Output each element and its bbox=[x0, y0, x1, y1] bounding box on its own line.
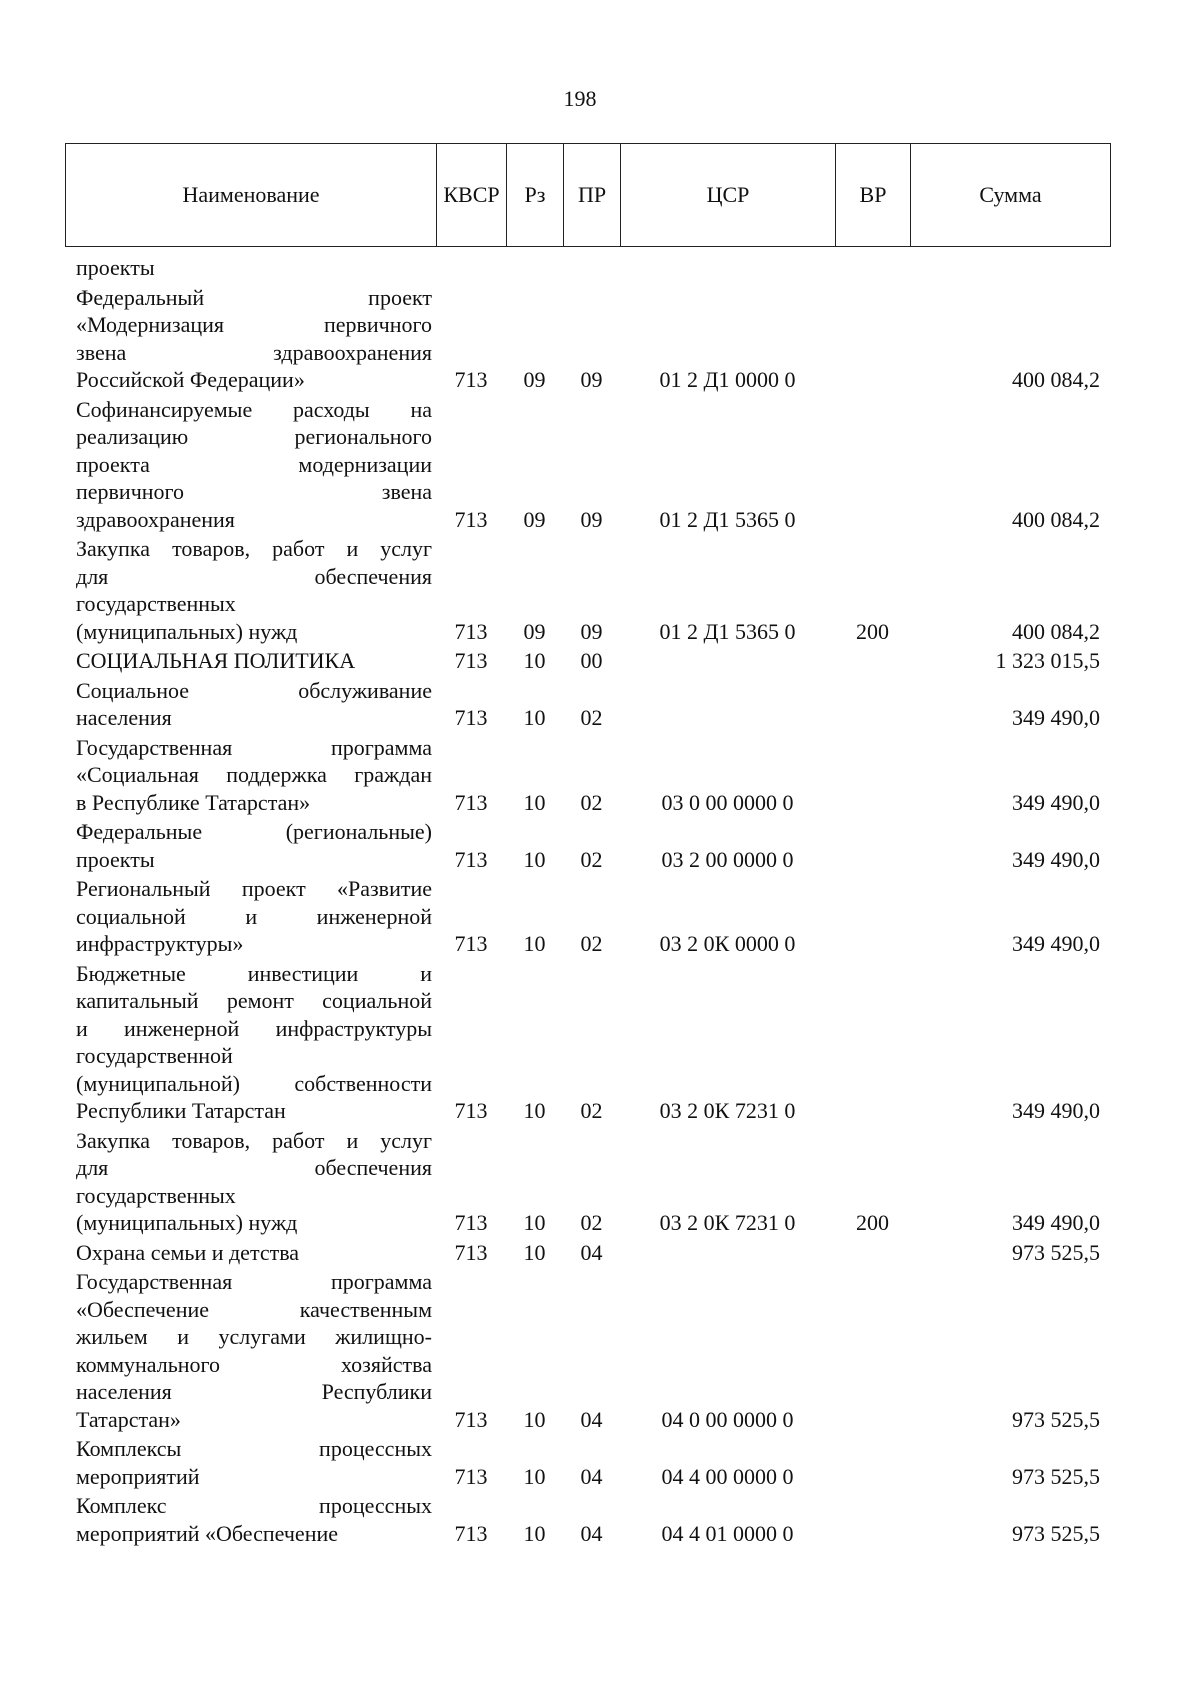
row-pr bbox=[563, 252, 620, 282]
row-name bbox=[65, 282, 436, 394]
row-name-line: Комплексы процессных bbox=[76, 1436, 432, 1461]
row-csr: 04 4 00 0000 0 bbox=[661, 1463, 794, 1489]
row-csr bbox=[620, 252, 835, 282]
row-kvsr: 713 bbox=[454, 789, 488, 815]
row-name bbox=[65, 1125, 436, 1237]
row-name bbox=[65, 675, 436, 732]
row-csr: 03 2 0К 7231 0 bbox=[659, 1098, 796, 1123]
table-row bbox=[65, 1433, 1110, 1490]
table-row bbox=[65, 732, 1110, 817]
row-sum: 1 323 015,5 bbox=[995, 648, 1100, 673]
row-name-line: для обеспечения bbox=[76, 1155, 432, 1180]
budget-table-body bbox=[65, 252, 1110, 1547]
row-pr: 02 bbox=[580, 931, 603, 956]
row-name-line: проекта модернизации bbox=[76, 451, 432, 477]
row-name-line: социальной и инженерной bbox=[76, 903, 432, 929]
row-kvsr: 713 bbox=[454, 705, 488, 730]
row-pr: 04 bbox=[580, 1463, 603, 1489]
row-vr bbox=[835, 873, 910, 958]
row-pr: 02 bbox=[580, 1210, 603, 1235]
row-name-line: населения bbox=[76, 705, 172, 730]
table-header bbox=[65, 143, 1111, 247]
row-name-line: Республики Татарстан bbox=[76, 1098, 286, 1123]
row-rz: 10 bbox=[523, 1463, 546, 1489]
row-vr bbox=[835, 645, 910, 675]
row-sum: 973 525,5 bbox=[1012, 1239, 1100, 1265]
row-kvsr: 713 bbox=[454, 618, 488, 644]
row-sum: 349 490,0 bbox=[1012, 1210, 1100, 1235]
row-csr bbox=[620, 645, 835, 675]
row-name-line: Федеральные (региональные) bbox=[76, 819, 432, 844]
row-pr: 02 bbox=[580, 789, 603, 815]
row-name-line: (муниципальных) нужд bbox=[76, 618, 298, 644]
row-name bbox=[65, 958, 436, 1125]
row-rz: 10 bbox=[523, 705, 546, 730]
row-name-line: коммунального хозяйства bbox=[76, 1351, 432, 1377]
row-pr: 09 bbox=[580, 618, 603, 644]
column-header-csr: ЦСР bbox=[621, 144, 836, 247]
row-pr: 09 bbox=[580, 506, 603, 532]
row-name bbox=[65, 1433, 436, 1490]
row-pr: 00 bbox=[580, 648, 603, 673]
row-rz: 10 bbox=[523, 1406, 546, 1432]
table-row bbox=[65, 675, 1110, 732]
row-kvsr: 713 bbox=[454, 1239, 488, 1265]
row-sum: 349 490,0 bbox=[1012, 1098, 1100, 1123]
row-csr: 04 4 01 0000 0 bbox=[661, 1520, 794, 1546]
page-number: 198 bbox=[563, 86, 597, 111]
table-row bbox=[65, 873, 1110, 958]
row-name bbox=[65, 1490, 436, 1547]
row-rz: 09 bbox=[523, 618, 546, 644]
row-vr bbox=[835, 282, 910, 394]
row-vr bbox=[835, 1237, 910, 1267]
row-kvsr: 713 bbox=[454, 367, 488, 392]
row-csr: 01 2 Д1 5365 0 bbox=[659, 618, 796, 644]
row-kvsr bbox=[436, 252, 506, 282]
row-name-line: и инженерной инфраструктуры bbox=[76, 1015, 432, 1041]
row-pr: 02 bbox=[580, 846, 603, 872]
row-vr bbox=[835, 958, 910, 1125]
row-rz: 10 bbox=[523, 789, 546, 815]
row-name-line: (муниципальных) нужд bbox=[76, 1210, 298, 1235]
row-kvsr: 713 bbox=[454, 648, 488, 673]
row-name-line: проекты bbox=[76, 846, 155, 872]
table-row bbox=[65, 1125, 1110, 1237]
row-name-line: государственных bbox=[76, 1182, 236, 1208]
row-name-line: звена здравоохранения bbox=[76, 339, 432, 365]
row-name-line: реализацию регионального bbox=[76, 424, 432, 449]
row-name-line: капитальный ремонт социальной bbox=[76, 988, 432, 1013]
row-name-line: Российской Федерации» bbox=[76, 367, 305, 392]
row-name bbox=[65, 1266, 436, 1433]
row-csr: 01 2 Д1 5365 0 bbox=[659, 506, 796, 532]
row-pr: 04 bbox=[580, 1520, 603, 1546]
row-vr bbox=[835, 1490, 910, 1547]
row-name-line: Бюджетные инвестиции и bbox=[76, 960, 432, 986]
row-sum: 349 490,0 bbox=[1012, 846, 1100, 872]
table-row bbox=[65, 645, 1110, 675]
row-name bbox=[65, 732, 436, 817]
row-sum: 400 084,2 bbox=[1012, 367, 1100, 392]
row-name bbox=[65, 873, 436, 958]
row-sum: 400 084,2 bbox=[1012, 618, 1100, 644]
row-name-line: Закупка товаров, работ и услуг bbox=[76, 1127, 432, 1153]
row-name-line: «Социальная поддержка граждан bbox=[76, 762, 432, 787]
column-header-kvsr: КВСР bbox=[437, 144, 507, 247]
row-vr bbox=[835, 252, 910, 282]
row-name-line: Комплекс процессных bbox=[76, 1493, 432, 1518]
row-kvsr: 713 bbox=[454, 1520, 488, 1546]
row-rz: 10 bbox=[523, 648, 546, 673]
row-name bbox=[65, 645, 436, 675]
row-vr bbox=[835, 675, 910, 732]
row-pr: 02 bbox=[580, 1098, 603, 1123]
row-name-line: мероприятий bbox=[76, 1463, 200, 1489]
row-name-line: в Республике Татарстан» bbox=[76, 789, 311, 815]
row-csr bbox=[620, 675, 835, 732]
row-kvsr: 713 bbox=[454, 1463, 488, 1489]
row-rz: 09 bbox=[523, 506, 546, 532]
table-row bbox=[65, 282, 1110, 394]
row-kvsr: 713 bbox=[454, 1210, 488, 1235]
row-pr: 04 bbox=[580, 1239, 603, 1265]
row-pr: 09 bbox=[580, 367, 603, 392]
row-name-line: Закупка товаров, работ и услуг bbox=[76, 536, 432, 561]
row-csr: 04 0 00 0000 0 bbox=[661, 1406, 794, 1432]
row-name-line: Охрана семьи и детства bbox=[76, 1239, 300, 1265]
row-kvsr: 713 bbox=[454, 506, 488, 532]
row-sum: 349 490,0 bbox=[1012, 789, 1100, 815]
row-name-line: проекты bbox=[76, 255, 155, 280]
table-row bbox=[65, 1266, 1110, 1433]
budget-table bbox=[65, 252, 1110, 1547]
row-pr: 02 bbox=[580, 705, 603, 730]
row-name bbox=[65, 252, 436, 282]
column-header-sum: Сумма bbox=[911, 144, 1111, 247]
row-vr bbox=[835, 816, 910, 873]
row-csr: 01 2 Д1 0000 0 bbox=[659, 367, 796, 392]
row-sum: 973 525,5 bbox=[1012, 1406, 1100, 1432]
column-header-vr: ВР bbox=[836, 144, 911, 247]
row-csr bbox=[620, 1237, 835, 1267]
row-rz bbox=[506, 252, 563, 282]
row-vr: 200 bbox=[856, 1210, 889, 1235]
row-rz: 10 bbox=[523, 1520, 546, 1546]
row-name bbox=[65, 816, 436, 873]
row-rz: 10 bbox=[523, 1239, 546, 1265]
row-name-line: «Модернизация первичного bbox=[76, 312, 432, 337]
row-name-line: СОЦИАЛЬНАЯ ПОЛИТИКА bbox=[76, 648, 356, 673]
table-row bbox=[65, 252, 1110, 282]
row-name-line: инфраструктуры» bbox=[76, 931, 244, 956]
row-vr bbox=[835, 1266, 910, 1433]
row-name-line: государственных bbox=[76, 591, 236, 616]
row-name-line: Татарстан» bbox=[76, 1406, 181, 1432]
row-vr bbox=[835, 394, 910, 534]
row-name-line: Региональный проект «Развитие bbox=[76, 876, 432, 901]
row-rz: 10 bbox=[523, 846, 546, 872]
row-name-line: для обеспечения bbox=[76, 563, 432, 589]
row-name-line: «Обеспечение качественным bbox=[76, 1296, 432, 1322]
row-sum: 973 525,5 bbox=[1012, 1463, 1100, 1489]
column-header-pr: ПР bbox=[564, 144, 621, 247]
row-sum bbox=[910, 252, 1110, 282]
row-name bbox=[65, 394, 436, 534]
row-rz: 10 bbox=[523, 1210, 546, 1235]
row-rz: 10 bbox=[523, 931, 546, 956]
row-name-line: Софинансируемые расходы на bbox=[76, 396, 432, 422]
table-row bbox=[65, 533, 1110, 645]
row-name-line: Государственная программа bbox=[76, 734, 432, 760]
row-name bbox=[65, 533, 436, 645]
row-rz: 10 bbox=[523, 1098, 546, 1123]
row-csr: 03 0 00 0000 0 bbox=[661, 789, 794, 815]
row-name-line: населения Республики bbox=[76, 1379, 432, 1404]
row-kvsr: 713 bbox=[454, 1406, 488, 1432]
row-csr: 03 2 00 0000 0 bbox=[661, 846, 794, 872]
row-kvsr: 713 bbox=[454, 1098, 488, 1123]
row-sum: 349 490,0 bbox=[1012, 931, 1100, 956]
row-sum: 973 525,5 bbox=[1012, 1520, 1100, 1546]
row-csr: 03 2 0К 0000 0 bbox=[659, 931, 796, 956]
column-header-rz: Рз bbox=[507, 144, 564, 247]
table-row bbox=[65, 1490, 1110, 1547]
row-name-line: жильем и услугами жилищно- bbox=[76, 1324, 432, 1349]
row-name bbox=[65, 1237, 436, 1267]
row-name-line: государственной bbox=[76, 1043, 233, 1068]
row-kvsr: 713 bbox=[454, 931, 488, 956]
row-sum: 349 490,0 bbox=[1012, 705, 1100, 730]
column-header-name: Наименование bbox=[66, 144, 437, 247]
row-csr: 03 2 0К 7231 0 bbox=[659, 1210, 796, 1235]
row-name-line: мероприятий «Обеспечение bbox=[76, 1520, 339, 1546]
row-kvsr: 713 bbox=[454, 846, 488, 872]
row-name-line: первичного звена bbox=[76, 479, 432, 504]
row-name-line: Социальное обслуживание bbox=[76, 677, 432, 703]
row-vr: 200 bbox=[856, 618, 889, 644]
table-row bbox=[65, 816, 1110, 873]
row-name-line: (муниципальной) собственности bbox=[76, 1070, 432, 1096]
row-vr bbox=[835, 732, 910, 817]
row-sum: 400 084,2 bbox=[1012, 506, 1100, 532]
table-row bbox=[65, 1237, 1110, 1267]
row-pr: 04 bbox=[580, 1406, 603, 1432]
row-name-line: здравоохранения bbox=[76, 506, 235, 532]
table-row bbox=[65, 394, 1110, 534]
table-row bbox=[65, 958, 1110, 1125]
row-name-line: Федеральный проект bbox=[76, 284, 432, 310]
row-vr bbox=[835, 1433, 910, 1490]
row-rz: 09 bbox=[523, 367, 546, 392]
row-name-line: Государственная программа bbox=[76, 1269, 432, 1294]
